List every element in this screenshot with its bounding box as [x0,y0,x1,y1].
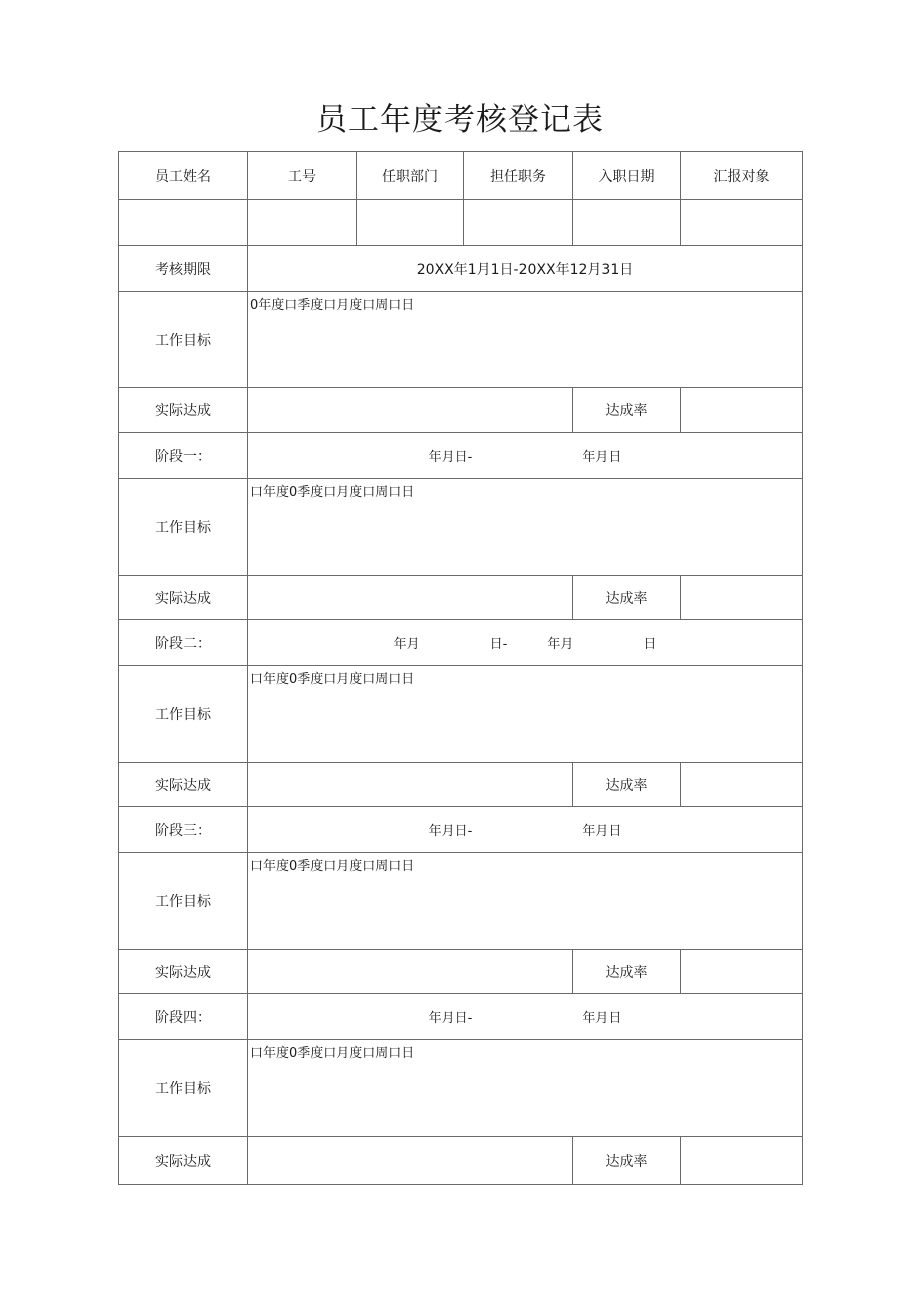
annual-goal-label: 工作目标 [119,292,248,388]
stage-3-rate-field[interactable] [681,950,803,994]
stage-1-start: 年月日- [428,450,473,465]
stage-2-end-a: 年月 [547,637,574,652]
stage-4-goal-label: 工作目标 [119,1040,248,1137]
stage-2-goal-field[interactable] [248,666,803,763]
stage-3-actual-label: 实际达成 [119,950,248,994]
stage-2-start-b: 日- [489,637,508,652]
stage-1-rate-label: 达成率 [573,576,681,620]
stage-1-goal-options: 口年度0季度口月度口周口日 [250,485,415,500]
annual-actual-label: 实际达成 [119,388,248,433]
header-value-row [119,200,803,246]
stage-2-end-b: 日 [643,637,657,652]
stage-1-goal-row [119,479,803,576]
stage-2-actual-field[interactable] [248,763,573,807]
stage-3-goal-label: 工作目标 [119,853,248,950]
stage-2-label: 阶段二： [119,620,248,666]
annual-rate-label: 达成率 [573,388,681,433]
period-value: 20XX年1月1日-20XX年12月31日 [248,246,803,292]
stage-2-rate-label: 达成率 [573,763,681,807]
employee-id-field[interactable] [248,200,357,246]
report-to-label: 汇报对象 [681,152,803,200]
stage-2-rate-field[interactable] [681,763,803,807]
annual-goal-row [119,292,803,388]
stage-3-range [248,807,803,853]
annual-actual-row [119,388,803,433]
stage-4-actual-row [119,1137,803,1185]
stage-2-goal-row [119,666,803,763]
stage-1-label: 阶段一： [119,433,248,479]
stage-1-range [248,433,803,479]
stage-2-row [119,620,803,666]
stage-1-goal-label: 工作目标 [119,479,248,576]
stage-1-actual-label: 实际达成 [119,576,248,620]
department-field[interactable] [357,200,464,246]
stage-3-end: 年月日 [582,824,622,839]
stage-4-rate-label: 达成率 [573,1137,681,1185]
appraisal-table [118,151,803,1185]
form-title: 员工年度考核登记表 [316,102,604,138]
employee-name-field[interactable] [119,200,248,246]
stage-2-actual-label: 实际达成 [119,763,248,807]
stage-4-goal-row [119,1040,803,1137]
position-label: 担任职务 [464,152,573,200]
employee-id-label: 工号 [248,152,357,200]
stage-4-start: 年月日- [428,1011,473,1026]
header-row [119,152,803,200]
position-field[interactable] [464,200,573,246]
stage-4-actual-field[interactable] [248,1137,573,1185]
stage-4-end: 年月日 [582,1011,622,1026]
stage-2-range [248,620,803,666]
stage-4-label: 阶段四： [119,994,248,1040]
stage-4-range [248,994,803,1040]
stage-4-actual-label: 实际达成 [119,1137,248,1185]
stage-2-actual-row [119,763,803,807]
hire-date-field[interactable] [573,200,681,246]
stage-2-goal-label: 工作目标 [119,666,248,763]
employee-name-label: 员工姓名 [119,152,248,200]
report-to-field[interactable] [681,200,803,246]
stage-1-goal-field[interactable] [248,479,803,576]
annual-rate-field[interactable] [681,388,803,433]
stage-1-row [119,433,803,479]
stage-1-rate-field[interactable] [681,576,803,620]
stage-4-goal-options: 口年度0季度口月度口周口日 [250,1046,415,1061]
annual-goal-field[interactable] [248,292,803,388]
stage-1-end: 年月日 [582,450,622,465]
stage-1-actual-row [119,576,803,620]
stage-3-actual-field[interactable] [248,950,573,994]
department-label: 任职部门 [357,152,464,200]
stage-3-rate-label: 达成率 [573,950,681,994]
stage-2-goal-options: 口年度0季度口月度口周口日 [250,672,415,687]
annual-actual-field[interactable] [248,388,573,433]
stage-1-actual-field[interactable] [248,576,573,620]
stage-4-rate-field[interactable] [681,1137,803,1185]
stage-4-row [119,994,803,1040]
stage-3-start: 年月日- [428,824,473,839]
stage-3-goal-options: 口年度0季度口月度口周口日 [250,859,415,874]
stage-4-goal-field[interactable] [248,1040,803,1137]
stage-3-row [119,807,803,853]
annual-goal-options: 0年度口季度口月度口周口日 [250,298,415,313]
period-label: 考核期限 [119,246,248,292]
stage-3-actual-row [119,950,803,994]
period-row [119,246,803,292]
stage-2-start-a: 年月 [393,637,420,652]
stage-3-goal-field[interactable] [248,853,803,950]
stage-3-goal-row [119,853,803,950]
hire-date-label: 入职日期 [573,152,681,200]
stage-3-label: 阶段三： [119,807,248,853]
